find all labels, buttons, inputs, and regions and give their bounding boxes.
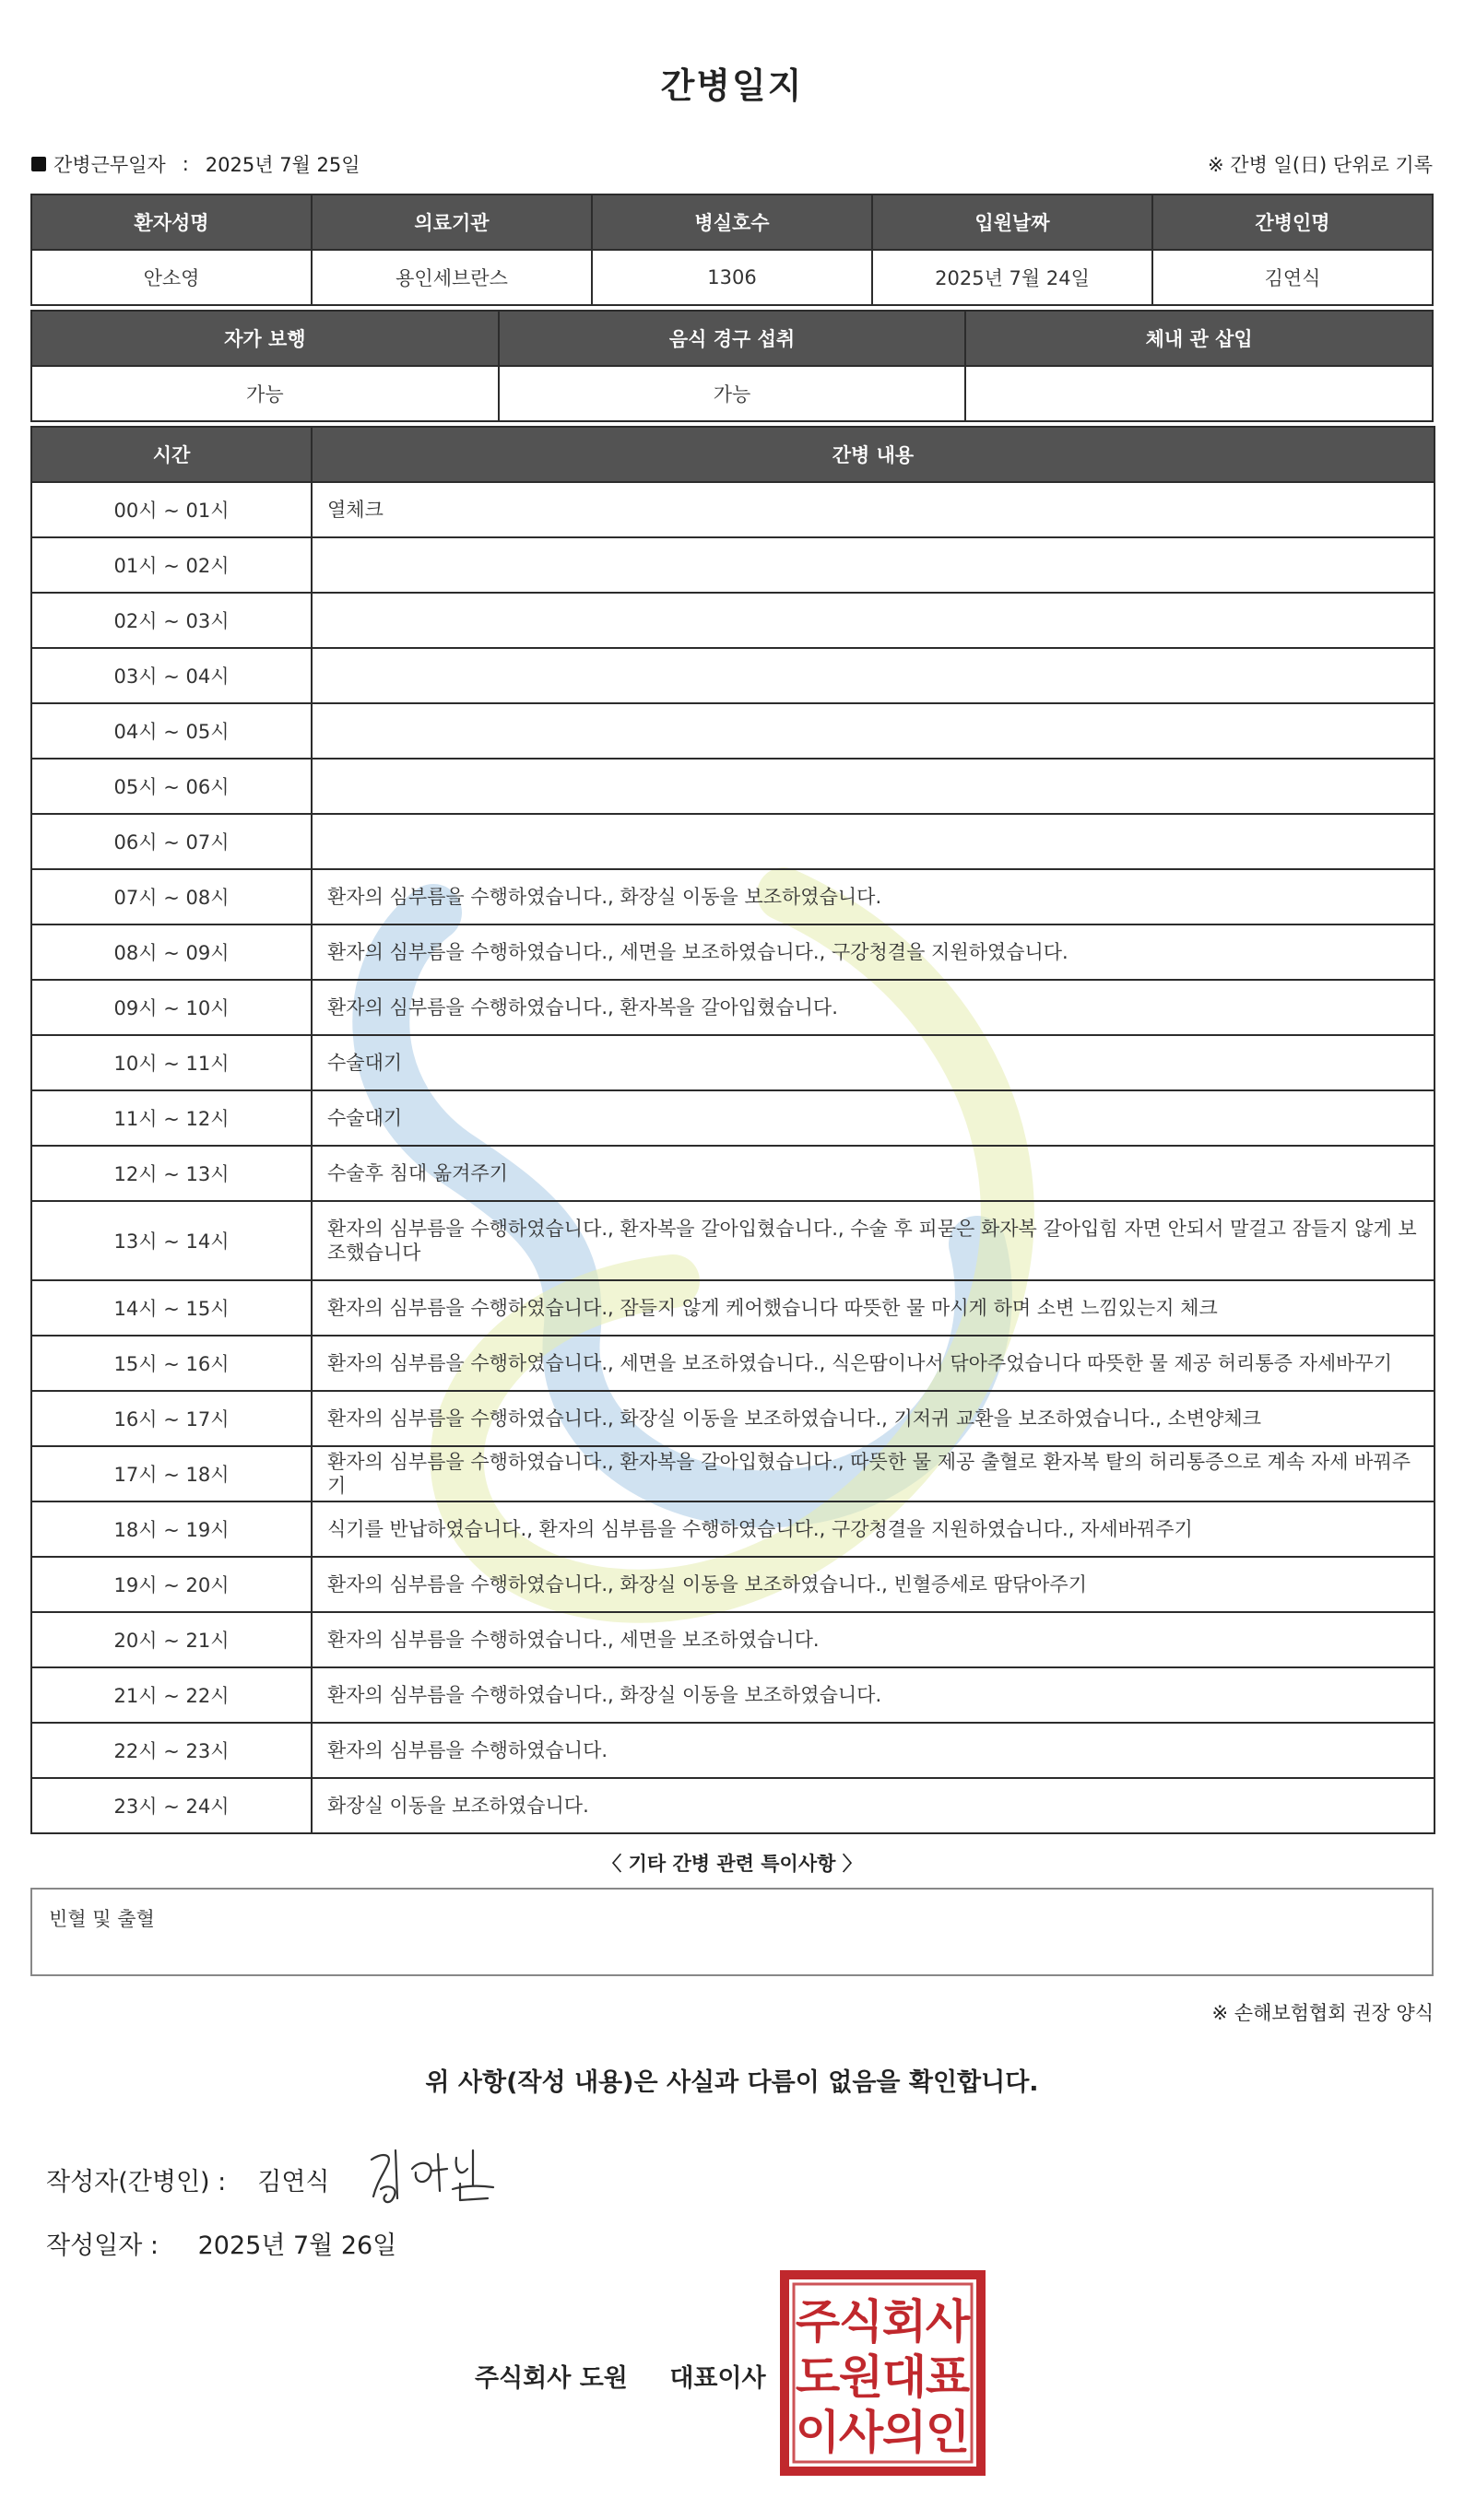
content-cell bbox=[312, 648, 1434, 703]
header-caregiver-name: 간병인명 bbox=[1152, 194, 1433, 250]
table-row bbox=[31, 1446, 1434, 1501]
table-row bbox=[31, 1280, 1434, 1336]
content-cell: 환자의 심부름을 수행하였습니다., 세면을 보조하였습니다., 식은땀이나서 닦아주었습니다 따뜻한 물 제공 허리통증 자세바꾸기 bbox=[312, 1336, 1434, 1391]
table-row bbox=[31, 980, 1434, 1035]
time-cell: 15시 ~ 16시 bbox=[31, 1336, 312, 1391]
time-cell: 09시 ~ 10시 bbox=[31, 980, 312, 1035]
svg-text:사: 사 bbox=[838, 2406, 884, 2459]
content-cell bbox=[312, 703, 1434, 759]
hospital: 용인세브란스 bbox=[312, 250, 592, 305]
content-cell: 환자의 심부름을 수행하였습니다., 화장실 이동을 보조하였습니다. bbox=[312, 869, 1434, 924]
svg-text:원: 원 bbox=[838, 2350, 884, 2404]
time-cell: 06시 ~ 07시 bbox=[31, 814, 312, 869]
svg-text:대: 대 bbox=[881, 2350, 927, 2404]
table-header-row bbox=[31, 194, 1433, 250]
content-cell bbox=[312, 759, 1434, 814]
table-row bbox=[31, 1391, 1434, 1446]
table-row bbox=[31, 924, 1434, 980]
time-cell: 16시 ~ 17시 bbox=[31, 1391, 312, 1446]
table-row bbox=[31, 1723, 1434, 1778]
content-cell: 환자의 심부름을 수행하였습니다., 화장실 이동을 보조하였습니다., 빈혈증세로 땀닦아주기 bbox=[312, 1557, 1434, 1612]
time-cell: 01시 ~ 02시 bbox=[31, 537, 312, 593]
company-seal-stamp bbox=[779, 2269, 986, 2477]
oral-intake-value: 가능 bbox=[499, 366, 966, 421]
header-care-content: 간병 내용 bbox=[312, 427, 1434, 482]
table-row bbox=[31, 1146, 1434, 1201]
self-walking-value: 가능 bbox=[31, 366, 499, 421]
unit-note: ※ 간병 일(日) 단위로 기록 bbox=[1208, 154, 1433, 176]
table-row bbox=[31, 1201, 1434, 1280]
table-row bbox=[31, 869, 1434, 924]
tube-insertion-value bbox=[965, 366, 1433, 421]
patient-info-table bbox=[30, 194, 1434, 306]
table-row bbox=[31, 482, 1434, 537]
time-cell: 04시 ~ 05시 bbox=[31, 703, 312, 759]
table-row bbox=[31, 1557, 1434, 1612]
room-number: 1306 bbox=[592, 250, 872, 305]
svg-text:주: 주 bbox=[795, 2295, 841, 2349]
meta-row bbox=[31, 150, 1433, 178]
header-tube-insertion: 체내 관 삽입 bbox=[965, 311, 1433, 366]
header-time: 시간 bbox=[31, 427, 312, 482]
svg-text:도: 도 bbox=[795, 2350, 841, 2404]
confirmation-statement: 위 사항(작성 내용)은 사실과 다름이 없음을 확인합니다. bbox=[425, 2068, 1039, 2097]
time-cell: 13시 ~ 14시 bbox=[31, 1201, 312, 1280]
svg-text:표: 표 bbox=[925, 2350, 971, 2404]
svg-text:사: 사 bbox=[925, 2295, 971, 2349]
time-cell: 07시 ~ 08시 bbox=[31, 869, 312, 924]
written-date-label: 작성일자 : bbox=[46, 2231, 159, 2260]
svg-text:이: 이 bbox=[795, 2406, 841, 2459]
header-self-walking: 자가 보행 bbox=[31, 311, 499, 366]
time-cell: 21시 ~ 22시 bbox=[31, 1667, 312, 1723]
writer-row bbox=[46, 2161, 330, 2197]
time-cell: 14시 ~ 15시 bbox=[31, 1280, 312, 1336]
svg-text:식: 식 bbox=[838, 2295, 884, 2349]
content-cell: 환자의 심부름을 수행하였습니다., 화장실 이동을 보조하였습니다., 기저귀 교환을 보조하였습니다., 소변양체크 bbox=[312, 1391, 1434, 1446]
content-cell: 환자의 심부름을 수행하였습니다., 환자복을 갈아입혔습니다., 수술 후 피묻은 화자복 갈아입힘 자면 안되서 말걸고 잠들지 않게 보조했습니다 bbox=[312, 1201, 1434, 1280]
care-status-table bbox=[30, 310, 1434, 422]
content-cell: 열체크 bbox=[312, 482, 1434, 537]
table-row bbox=[31, 1612, 1434, 1667]
time-cell: 11시 ~ 12시 bbox=[31, 1090, 312, 1146]
content-cell: 식기를 반납하였습니다., 환자의 심부름을 수행하였습니다., 구강청결을 지원하였습니다., 자세바꿔주기 bbox=[312, 1501, 1434, 1557]
table-header-row bbox=[31, 427, 1434, 482]
svg-text:인: 인 bbox=[925, 2406, 971, 2459]
time-cell: 19시 ~ 20시 bbox=[31, 1557, 312, 1612]
company-signature-row bbox=[475, 2358, 766, 2394]
header-hospital: 의료기관 bbox=[312, 194, 592, 250]
content-cell: 환자의 심부름을 수행하였습니다., 잠들지 않게 케어했습니다 따뜻한 물 마시게 하며 소변 느낌있는지 체크 bbox=[312, 1280, 1434, 1336]
time-cell: 05시 ~ 06시 bbox=[31, 759, 312, 814]
table-row bbox=[31, 1778, 1434, 1833]
written-date-value: 2025년 7월 26일 bbox=[197, 2231, 397, 2260]
time-cell: 20시 ~ 21시 bbox=[31, 1612, 312, 1667]
time-cell: 03시 ~ 04시 bbox=[31, 648, 312, 703]
special-notes-title: 〈 기타 간병 관련 특이사항 〉 bbox=[602, 1853, 862, 1875]
header-patient-name: 환자성명 bbox=[31, 194, 312, 250]
content-cell bbox=[312, 537, 1434, 593]
content-cell bbox=[312, 593, 1434, 648]
table-row bbox=[31, 814, 1434, 869]
content-cell: 환자의 심부름을 수행하였습니다., 환자복을 갈아입혔습니다. bbox=[312, 980, 1434, 1035]
time-cell: 02시 ~ 03시 bbox=[31, 593, 312, 648]
caregiver-name: 김연식 bbox=[1152, 250, 1433, 305]
work-date-value: 2025년 7월 25일 bbox=[205, 154, 360, 176]
admission-date: 2025년 7월 24일 bbox=[872, 250, 1152, 305]
time-cell: 18시 ~ 19시 bbox=[31, 1501, 312, 1557]
format-note: ※ 손해보험협회 권장 양식 bbox=[1211, 2002, 1434, 2024]
time-cell: 17시 ~ 18시 bbox=[31, 1446, 312, 1501]
table-row bbox=[31, 1336, 1434, 1391]
work-date bbox=[31, 150, 360, 178]
company-representative: 대표이사 bbox=[669, 2364, 766, 2393]
content-cell: 수술대기 bbox=[312, 1090, 1434, 1146]
time-cell: 08시 ~ 09시 bbox=[31, 924, 312, 980]
time-cell: 10시 ~ 11시 bbox=[31, 1035, 312, 1090]
table-row bbox=[31, 648, 1434, 703]
company-name: 주식회사 도원 bbox=[475, 2364, 628, 2393]
content-cell: 화장실 이동을 보조하였습니다. bbox=[312, 1778, 1434, 1833]
table-row bbox=[31, 366, 1433, 421]
header-admission-date: 입원날짜 bbox=[872, 194, 1152, 250]
work-date-separator: : bbox=[182, 153, 189, 175]
content-cell bbox=[312, 814, 1434, 869]
time-cell: 23시 ~ 24시 bbox=[31, 1778, 312, 1833]
header-oral-intake: 음식 경구 섭취 bbox=[499, 311, 966, 366]
table-row bbox=[31, 1501, 1434, 1557]
table-row bbox=[31, 250, 1433, 305]
content-cell: 환자의 심부름을 수행하였습니다., 화장실 이동을 보조하였습니다. bbox=[312, 1667, 1434, 1723]
table-row bbox=[31, 703, 1434, 759]
written-date-row bbox=[46, 2225, 396, 2261]
table-row bbox=[31, 593, 1434, 648]
time-cell: 12시 ~ 13시 bbox=[31, 1146, 312, 1201]
special-notes-box: 빈혈 및 출혈 bbox=[30, 1888, 1434, 1976]
care-log-table bbox=[30, 426, 1435, 1834]
svg-text:의: 의 bbox=[881, 2406, 927, 2459]
writer-name: 김연식 bbox=[257, 2168, 330, 2196]
content-cell: 수술후 침대 옮겨주기 bbox=[312, 1146, 1434, 1201]
header-room: 병실호수 bbox=[592, 194, 872, 250]
time-cell: 22시 ~ 23시 bbox=[31, 1723, 312, 1778]
writer-label: 작성자(간병인) : bbox=[46, 2168, 227, 2196]
handwritten-signature bbox=[364, 2141, 502, 2210]
content-cell: 환자의 심부름을 수행하였습니다., 환자복을 갈아입혔습니다., 따뜻한 물 제공 출혈로 환자복 탈의 허리통증으로 계속 자세 바꿔주기 bbox=[312, 1446, 1434, 1501]
content-cell: 환자의 심부름을 수행하였습니다., 세면을 보조하였습니다. bbox=[312, 1612, 1434, 1667]
time-cell: 00시 ~ 01시 bbox=[31, 482, 312, 537]
table-row bbox=[31, 1035, 1434, 1090]
content-cell: 수술대기 bbox=[312, 1035, 1434, 1090]
table-row bbox=[31, 537, 1434, 593]
table-row bbox=[31, 759, 1434, 814]
content-cell: 환자의 심부름을 수행하였습니다. bbox=[312, 1723, 1434, 1778]
table-row bbox=[31, 1667, 1434, 1723]
content-cell: 환자의 심부름을 수행하였습니다., 세면을 보조하였습니다., 구강청결을 지원하였습니다. bbox=[312, 924, 1434, 980]
document-title: 간병일지 bbox=[660, 65, 804, 106]
work-date-label: 간병근무일자 bbox=[53, 154, 166, 176]
bullet-square-icon bbox=[31, 157, 46, 171]
patient-name: 안소영 bbox=[31, 250, 312, 305]
table-header-row bbox=[31, 311, 1433, 366]
svg-text:회: 회 bbox=[881, 2295, 927, 2349]
table-row bbox=[31, 1090, 1434, 1146]
